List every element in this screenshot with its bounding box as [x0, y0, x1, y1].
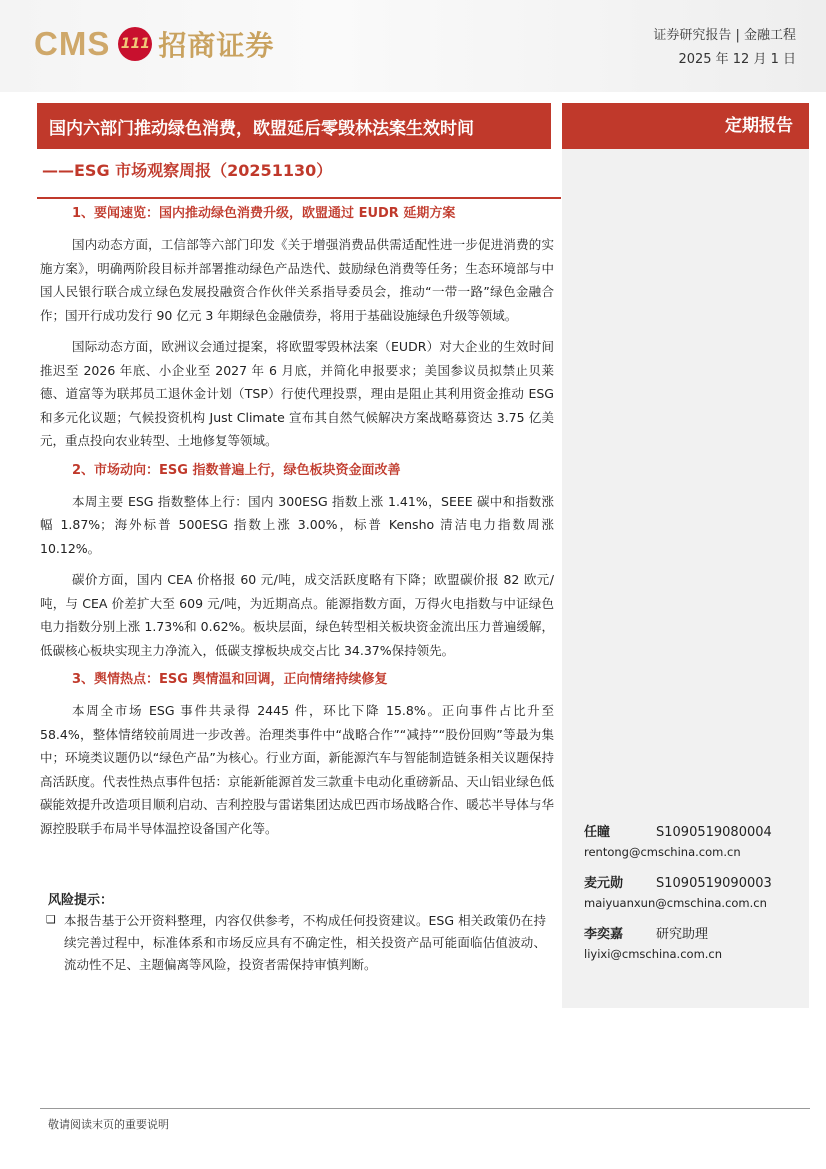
logo-cn-text: 招商证券	[158, 29, 275, 62]
section-1-paragraph-1: 国内动态方面，工信部等六部门印发《关于增强消费品供需适配性进一步促进消费的实施方案》，明确两阶段目标并部署推动绿色产品迭代、鼓励绿色消费等任务；生态环境部与中国人民银行联合成立绿色发展投融资合作伙伴关系指导委员会，推动“一带一路”绿色金融合作；国开行成功发行 90 亿元 3 年期绿色金融债券，将用于基础设施绿色升级等领域。	[40, 237, 554, 323]
author-card	[584, 925, 804, 963]
author-email[interactable]: rentong@cmschina.com.cn	[584, 845, 741, 859]
footer-divider	[40, 1108, 810, 1109]
section-2-paragraph-2: 碳价方面，国内 CEA 价格报 60 元/吨，成交活跃度略有下降；欧盟碳价报 82 欧元/吨，与 CEA 价差扩大至 609 元/吨，为近期高点。能源指数方面，万得火电指数与中证绿色电力指数分别上涨 1.73%和 0.62%。板块层面，绿色转型相关板块资金流出压力普遍缓解，低碳核心板块实现主力净流入，低碳支撑板块成交占比 34.37%保持领先。	[40, 572, 554, 658]
footer-note: 敬请阅读末页的重要说明	[48, 1118, 169, 1131]
logo-cms-text: CMS	[34, 25, 111, 62]
risk-text: 本报告基于公开资料整理，内容仅供参考，不构成任何投资建议。ESG 相关政策仍在持续完善过程中，标准体系和市场反应具有不确定性，相关投资产品可能面临估值波动、流动性不足、主题偏离等风险，投资者需保持审慎判断。	[64, 913, 546, 972]
checkbox-bullet-icon: ❑	[46, 913, 56, 926]
section-heading-3: 3、舆情热点：ESG 舆情温和回调，正向情绪持续修复	[72, 672, 388, 687]
section-heading-2: 2、市场动向：ESG 指数普遍上行，绿色板块资金面改善	[72, 462, 401, 478]
page-header	[0, 0, 826, 92]
section-3-paragraph-1: 本周全市场 ESG 事件共录得 2445 件，环比下降 15.8%。正向事件占比升至 58.4%，整体情绪较前周进一步改善。治理类事件中“战略合作”“减持”“股份回购”等最为集中；环境类议题仍以“绿色产品”为核心。行业方面，新能源汽车与智能制造链条相关议题保持高活跃度。代表性热点事件包括：京能新能源首发三款重卡电动化重磅新品、天山铝业绿色低碳能效提升改造项目顺利启动、吉利控股与雷诺集团达成巴西市场战略合作、暖芯半导体与华源控股联手布局半导体温控设备国产化等。	[40, 703, 554, 836]
report-body	[40, 204, 554, 848]
author-id: S1090519080004	[656, 825, 772, 840]
author-id: 研究助理	[656, 927, 709, 942]
author-email[interactable]: maiyuanxun@cmschina.com.cn	[584, 896, 767, 910]
sidebar-label: 定期报告	[562, 103, 809, 149]
header-meta	[653, 24, 796, 72]
company-logo	[34, 22, 274, 66]
main-title: 国内六部门推动绿色消费，欧盟延后零毁林法案生效时间	[37, 103, 551, 149]
author-card	[584, 874, 804, 912]
report-date: 2025 年 12 月 1 日	[678, 52, 796, 67]
author-email[interactable]: liyixi@cmschina.com.cn	[584, 947, 723, 961]
risk-title: 风险提示：	[48, 893, 114, 908]
author-name: 李奕嘉	[584, 927, 624, 942]
logo-mark-icon: 111	[118, 27, 152, 61]
title-divider	[37, 197, 561, 199]
author-card	[584, 823, 804, 861]
section-heading-1: 1、要闻速览：国内推动绿色消费升级，欧盟通过 EUDR 延期方案	[72, 206, 456, 221]
section-2-paragraph-1: 本周主要 ESG 指数整体上行：国内 300ESG 指数上涨 1.41%，SEEE 碳中和指数涨幅 1.87%；海外标普 500ESG 指数上涨 3.00%，标普 Kensho 清洁电力指数周涨 10.12%。	[40, 493, 554, 556]
author-name: 麦元勋	[584, 876, 624, 891]
risk-warning	[46, 910, 546, 976]
author-id: S1090519090003	[656, 876, 772, 891]
section-1-paragraph-2: 国际动态方面，欧洲议会通过提案，将欧盟零毁林法案（EUDR）对大企业的生效时间推迟至 2026 年底、小企业至 2027 年 6 月底，并简化申报要求；美国参议员拟禁止贝莱德、道富等为联邦员工退休金计划（TSP）行使代理投票，理由是阻止其利用资金推动 ESG 和多元化议题；气候投资机构 Just Climate 宣布其自然气候解决方案战略募资达 3.75 亿美元，重点投向农业转型、土地修复等领域。	[40, 339, 554, 448]
sub-title: ——ESG 市场观察周报（20251130）	[42, 161, 333, 180]
report-type: 证券研究报告 | 金融工程	[653, 28, 796, 43]
author-name: 任瞳	[584, 825, 611, 840]
